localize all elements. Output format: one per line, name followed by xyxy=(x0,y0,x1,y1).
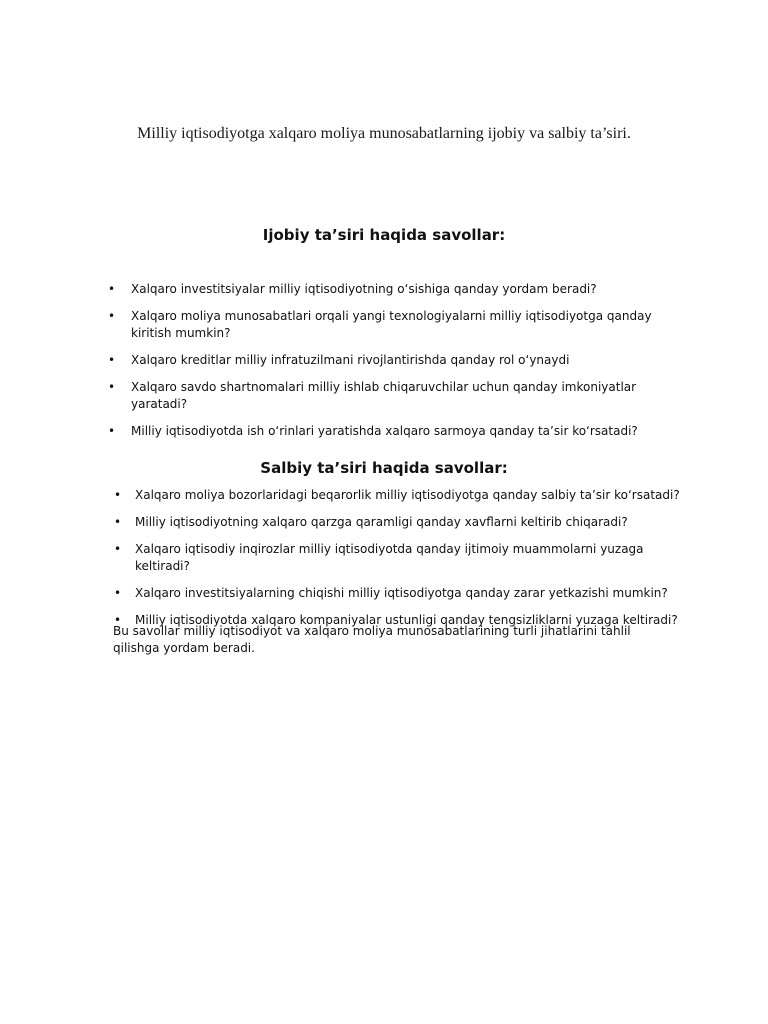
question-text: Milliy iqtisodiyotda xalqaro kompaniyalar ustunligi qanday tengsizliklarni yuzaga keltiradi? xyxy=(135,613,678,627)
positive-section-heading: Ijobiy ta’siri haqida savollar: xyxy=(262,226,506,244)
bullet-icon: • xyxy=(108,353,116,367)
bullet-icon: • xyxy=(114,515,122,529)
list-item xyxy=(108,352,671,369)
bullet-icon: • xyxy=(108,424,116,438)
closing-paragraph: Bu savollar milliy iqtisodiyot va xalqaro moliya munosabatlarining turli jihatlarini tahlil qilishga yordam beradi. xyxy=(113,624,631,655)
document-title: Milliy iqtisodiyotga xalqaro moliya munosabatlarning ijobiy va salbiy ta’siri. xyxy=(137,125,631,142)
bullet-icon: • xyxy=(108,309,116,323)
question-text: Xalqaro iqtisodiy inqirozlar milliy iqtisodiyotda qanday ijtimoiy muammolarni yuzaga keltiradi? xyxy=(135,542,644,573)
bullet-icon: • xyxy=(114,488,122,502)
list-item xyxy=(108,423,671,440)
bullet-icon: • xyxy=(108,282,116,296)
question-text: Xalqaro investitsiyalar milliy iqtisodiyotning o‘sishiga qanday yordam beradi? xyxy=(131,282,597,296)
question-text: Xalqaro savdo shartnomalari milliy ishlab chiqaruvchilar uchun qanday imkoniyatlar yaratadi? xyxy=(131,380,637,411)
list-item xyxy=(114,541,695,575)
question-text: Xalqaro moliya munosabatlari orqali yangi texnologiyalarni milliy iqtisodiyotga qanday kiritish mumkin? xyxy=(131,309,652,340)
list-item xyxy=(114,585,695,602)
list-item xyxy=(114,514,695,531)
positive-questions-list xyxy=(108,281,671,450)
list-item xyxy=(108,308,671,342)
list-item xyxy=(114,487,695,504)
bullet-icon: • xyxy=(114,613,122,627)
question-text: Xalqaro investitsiyalarning chiqishi milliy iqtisodiyotga qanday zarar yetkazishi mumkin? xyxy=(135,586,668,600)
question-text: Xalqaro kreditlar milliy infratuzilmani rivojlantirishda qanday rol o‘ynaydi xyxy=(131,353,570,367)
list-item xyxy=(108,281,671,298)
question-text: Milliy iqtisodiyotda ish o‘rinlari yaratishda xalqaro sarmoya qanday ta’sir ko‘rsatadi? xyxy=(131,424,638,438)
negative-questions-list xyxy=(114,487,695,639)
bullet-icon: • xyxy=(114,542,122,556)
question-text: Milliy iqtisodiyotning xalqaro qarzga qaramligi qanday xavflarni keltirib chiqaradi? xyxy=(135,515,628,529)
list-item xyxy=(108,379,671,413)
negative-section-heading: Salbiy ta’siri haqida savollar: xyxy=(260,459,508,477)
bullet-icon: • xyxy=(108,380,116,394)
question-text: Xalqaro moliya bozorlaridagi beqarorlik milliy iqtisodiyotga qanday salbiy ta’sir ko‘rsatadi? xyxy=(135,488,680,502)
bullet-icon: • xyxy=(114,586,122,600)
